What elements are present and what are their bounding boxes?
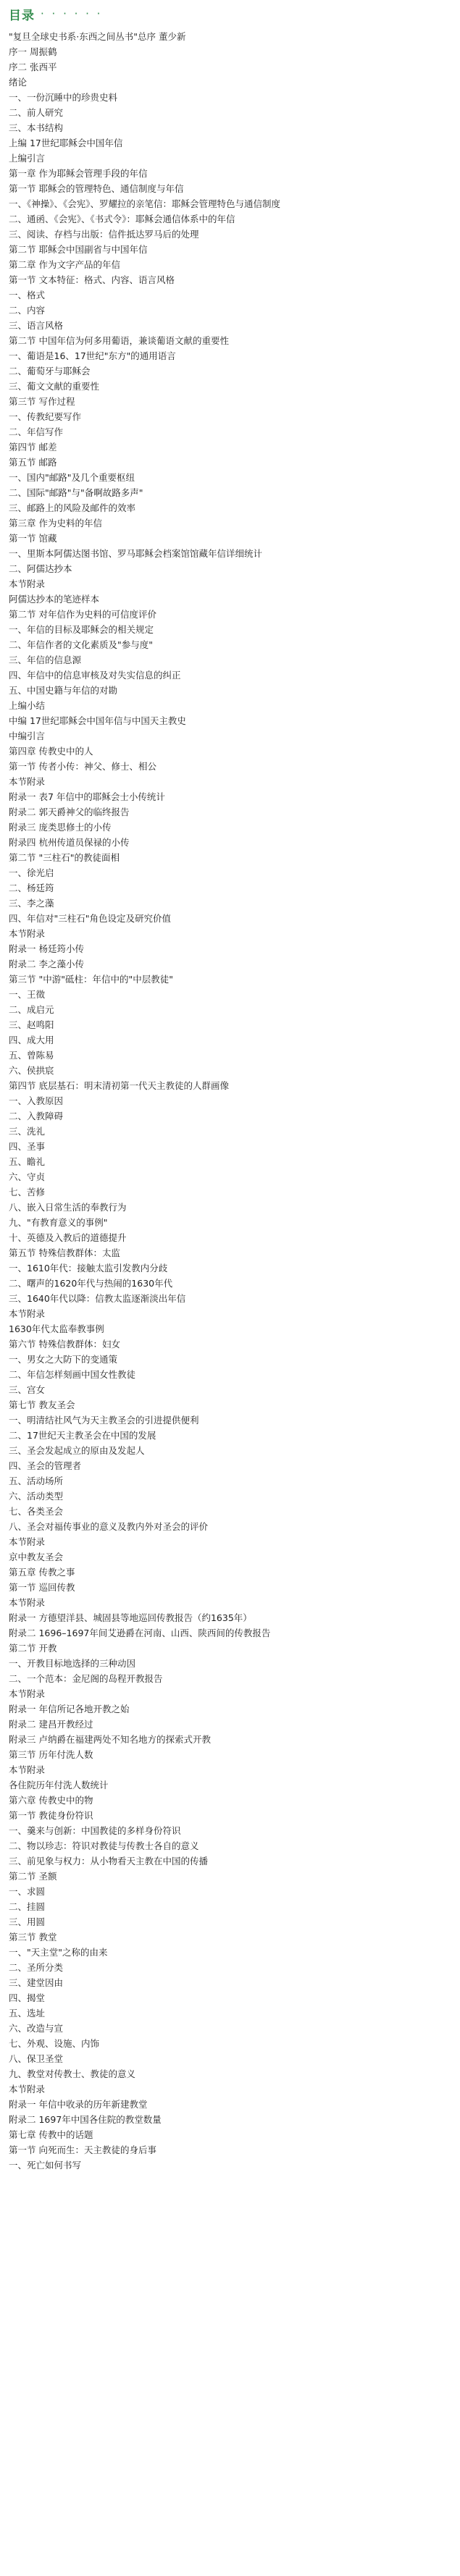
toc-entry[interactable]: 本节附录 xyxy=(9,1764,46,1775)
toc-entry[interactable]: 五、中国史籍与年信的对勘 xyxy=(9,685,118,696)
toc-entry[interactable]: 四、揭堂 xyxy=(9,1992,46,2003)
toc-entry[interactable]: 第六节 特殊信教群体：妇女 xyxy=(9,1339,120,1350)
toc-entry[interactable]: 第二节 耶稣会中国副省与中国年信 xyxy=(9,244,148,255)
toc-entry[interactable]: 绪论 xyxy=(9,77,28,88)
toc-entry[interactable]: 一、《神操》、《会宪》、罗耀拉的亲笔信：耶稣会管理特色与通信制度 xyxy=(9,198,281,209)
toc-entry[interactable]: 二、成启元 xyxy=(9,1004,54,1015)
toc-entry[interactable]: 附录三 卢纳爵在福建两处不知名地方的探索式开教 xyxy=(9,1734,211,1745)
toc-entry[interactable]: 第三节 教堂 xyxy=(9,1932,57,1942)
toc-entry[interactable]: 三、宫女 xyxy=(9,1384,46,1395)
toc-entry[interactable]: 第五节 特殊信教群体：太监 xyxy=(9,1247,120,1258)
toc-entry[interactable]: 中编引言 xyxy=(9,731,46,741)
toc-entry[interactable]: 第五章 传教之事 xyxy=(9,1567,75,1578)
toc-entry[interactable]: 六、活动类型 xyxy=(9,1491,64,1502)
toc-entry[interactable]: 第五节 邮路 xyxy=(9,457,57,468)
toc-entry[interactable]: 上编小结 xyxy=(9,700,46,711)
toc-entry[interactable]: 三、建堂因由 xyxy=(9,1977,64,1988)
toc-entry[interactable]: 二、17世纪天主教圣会在中国的发展 xyxy=(9,1430,156,1441)
toc-entry[interactable]: 三、洗礼 xyxy=(9,1126,46,1137)
toc-entry[interactable]: 八、嵌入日常生活的奉教行为 xyxy=(9,1202,127,1213)
toc-entry[interactable]: 六、侯拱宸 xyxy=(9,1065,54,1076)
toc-entry[interactable]: 二、挂圆 xyxy=(9,1901,46,1912)
toc-entry[interactable]: 附录二 1696–1697年间艾逊爵在河南、山西、陕西间的传教报告 xyxy=(9,1628,271,1638)
toc-entry[interactable]: 五、活动场所 xyxy=(9,1476,64,1486)
toc-entry[interactable]: 一、格式 xyxy=(9,290,46,300)
toc-entry[interactable]: 本节附录 xyxy=(9,2084,46,2095)
toc-entry[interactable]: 附录二 李之藻小传 xyxy=(9,959,84,969)
toc-entry[interactable]: 九、教堂对传教士、教徒的意义 xyxy=(9,2068,136,2079)
toc-entry[interactable]: 一、里斯本阿儒达图书馆、罗马耶稣会档案馆馆藏年信详细统计 xyxy=(9,548,263,559)
toc-entry[interactable]: 一、王徵 xyxy=(9,989,46,1000)
toc-title: 目录 xyxy=(9,8,35,23)
toc-entry[interactable]: 二、葡萄牙与耶稣会 xyxy=(9,366,91,376)
toc-entry[interactable]: 第二节 圣额 xyxy=(9,1871,57,1882)
toc-entry[interactable]: 第一节 教徒身份符识 xyxy=(9,1810,93,1821)
toc-entry[interactable]: 第四节 底层基石：明末清初第一代天主教徒的人群画像 xyxy=(9,1080,229,1091)
toc-entry[interactable]: 五、选址 xyxy=(9,2008,46,2019)
toc-entry[interactable]: 三、用圆 xyxy=(9,1916,46,1927)
toc-entry[interactable]: 第二节 开教 xyxy=(9,1643,57,1654)
toc-entry[interactable]: 本节附录 xyxy=(9,1308,46,1319)
toc-entry[interactable]: 上编 17世纪耶稣会中国年信 xyxy=(9,138,123,148)
toc-entry[interactable]: 三、邮路上的风险及邮件的效率 xyxy=(9,502,136,513)
toc-entry[interactable]: 二、杨廷筠 xyxy=(9,883,54,893)
toc-entry[interactable]: 第一章 作为耶稣会管理手段的年信 xyxy=(9,168,148,179)
toc-entry[interactable]: 一、国内"邮路"及几个重要枢纽 xyxy=(9,472,135,483)
toc-entry[interactable]: 三、阅读、存档与出版：信件抵达罗马后的处理 xyxy=(9,229,199,240)
toc-entry[interactable]: 二、国际"邮路"与"备啊故路多声" xyxy=(9,487,143,498)
toc-entry[interactable]: 七、苦修 xyxy=(9,1187,46,1197)
toc-entry[interactable]: 第一节 传者小传：神父、修士、相公 xyxy=(9,761,156,772)
toc-entry[interactable]: 一、一份沉睡中的珍贵史料 xyxy=(9,92,118,103)
toc-entry[interactable]: 四、圣会的管理者 xyxy=(9,1460,82,1471)
toc-entry[interactable]: 一、1610年代：接触太监引发教内分歧 xyxy=(9,1263,168,1274)
toc-entry[interactable]: 一、求圆 xyxy=(9,1886,46,1897)
toc-entry[interactable]: 三、年信的信息源 xyxy=(9,654,82,665)
toc-list xyxy=(9,29,453,2173)
toc-entry[interactable]: 三、语言风格 xyxy=(9,320,64,331)
toc-entry[interactable]: 三、葡文文献的重要性 xyxy=(9,381,100,392)
toc-entry[interactable]: 四、圣事 xyxy=(9,1141,46,1152)
toc-entry[interactable]: 一、死亡如何书写 xyxy=(9,2160,82,2171)
toc-entry[interactable]: 阿儒达抄本的笔迹样本 xyxy=(9,594,100,605)
toc-entry[interactable]: 各住院历年付洗人数统计 xyxy=(9,1780,109,1790)
toc-entry[interactable]: 上编引言 xyxy=(9,153,46,164)
toc-entry[interactable]: 第三章 作为史料的年信 xyxy=(9,518,102,529)
toc-entry[interactable]: 第四章 传教史中的人 xyxy=(9,746,93,757)
toc-entry[interactable]: 1630年代太监奉教事例 xyxy=(9,1323,104,1334)
toc-entry[interactable]: 一、羹来与创新：中国教徒的多样身份符识 xyxy=(9,1825,181,1836)
toc-entry[interactable]: 第三节 历年付洗人数 xyxy=(9,1749,93,1760)
toc-entry[interactable]: 一、徐光启 xyxy=(9,867,54,878)
toc-entry[interactable]: 二、内容 xyxy=(9,305,46,316)
toc-entry[interactable]: 附录一 年信所记各地开教之始 xyxy=(9,1704,130,1714)
toc-entry[interactable]: 一、传教纪要写作 xyxy=(9,411,82,422)
toc-title-dots: · · · · · · xyxy=(41,7,103,20)
toc-entry[interactable]: 第二节 "三柱石"的教徒面相 xyxy=(9,852,120,863)
toc-entry[interactable]: 第三节 写作过程 xyxy=(9,396,75,407)
toc-entry[interactable]: 附录一 方德望洋县、城固县等地巡回传教报告（约1635年） xyxy=(9,1612,252,1623)
toc-entry[interactable]: 一、葡语是16、17世纪"东方"的通用语言 xyxy=(9,350,176,361)
toc-entry[interactable]: 附录二 建昌开教经过 xyxy=(9,1719,93,1730)
toc-entry[interactable]: 第七章 传教中的话题 xyxy=(9,2129,93,2140)
toc-entry[interactable]: 二、年信怎样刻画中国女性教徒 xyxy=(9,1369,136,1380)
toc-entry[interactable]: 附录二 1697年中国各住院的教堂数量 xyxy=(9,2114,162,2125)
toc-entry[interactable]: 中编 17世纪耶稣会中国年信与中国天主教史 xyxy=(9,715,186,726)
toc-entry[interactable]: 本节附录 xyxy=(9,776,46,787)
toc-entry[interactable]: 二、入教障碍 xyxy=(9,1111,64,1121)
toc-entry[interactable]: 本节附录 xyxy=(9,1597,46,1608)
toc-entry[interactable]: 本节附录 xyxy=(9,928,46,939)
toc-entry[interactable]: 八、保卫圣堂 xyxy=(9,2053,64,2064)
toc-entry[interactable]: 附录一 杨廷筠小传 xyxy=(9,943,84,954)
toc-entry[interactable]: 附录一 年信中收录的历年新建教堂 xyxy=(9,2099,148,2110)
toc-entry[interactable]: 第一节 向死而生：天主教徒的身后事 xyxy=(9,2144,156,2155)
toc-entry[interactable]: 二、一个范本：金尼阁的岛程开教报告 xyxy=(9,1673,163,1684)
toc-entry[interactable]: 第一节 巡回传教 xyxy=(9,1582,75,1593)
toc-entry[interactable]: 第一节 文本特征：格式、内容、语言风格 xyxy=(9,274,175,285)
toc-entry[interactable]: 京中教友圣会 xyxy=(9,1552,64,1562)
toc-entry[interactable]: 四、年信对"三柱石"角色设定及研究价值 xyxy=(9,913,171,924)
toc-entry[interactable]: 四、成大用 xyxy=(9,1035,54,1045)
toc-entry[interactable]: 序二 张西平 xyxy=(9,62,57,72)
toc-entry[interactable]: 二、年信写作 xyxy=(9,426,64,437)
toc-entry[interactable]: 三、圣会发起成立的原由及发起人 xyxy=(9,1445,145,1456)
toc-entry[interactable]: 一、入教原因 xyxy=(9,1095,64,1106)
toc-entry[interactable]: 三、本书结构 xyxy=(9,122,64,133)
toc-entry[interactable]: 附录二 郭天爵神父的临终报告 xyxy=(9,807,130,817)
toc-entry[interactable]: 三、1640年代以降：信教太监逐渐淡出年信 xyxy=(9,1293,186,1304)
toc-entry[interactable]: 十、英德及入教后的道德提升 xyxy=(9,1232,127,1243)
toc-entry[interactable]: 六、守贞 xyxy=(9,1171,46,1182)
toc-entry[interactable]: 一、明清结社风气为天主教圣会的引进提供便利 xyxy=(9,1415,199,1426)
toc-entry[interactable]: 本节附录 xyxy=(9,578,46,589)
toc-entry[interactable]: 六、改造与宣 xyxy=(9,2023,64,2034)
toc-entry[interactable]: 二、物以珍志：符识对教徒与传教士各自的意义 xyxy=(9,1840,199,1851)
toc-entry[interactable]: 二、年信作者的文化素质及"参与度" xyxy=(9,639,153,650)
toc-entry[interactable]: 二、圣所分类 xyxy=(9,1962,64,1973)
toc-entry[interactable]: 五、曾陈易 xyxy=(9,1050,54,1061)
toc-entry[interactable]: 附录三 庞类思修士的小传 xyxy=(9,822,112,833)
toc-entry[interactable]: 一、开教目标地选择的三种动因 xyxy=(9,1658,136,1669)
toc-entry[interactable]: 第二节 中国年信为何多用葡语，兼谈葡语文献的重要性 xyxy=(9,335,229,346)
toc-entry[interactable]: 第四节 邮差 xyxy=(9,442,57,453)
toc-entry[interactable]: 七、外观、设施、内饰 xyxy=(9,2038,100,2049)
toc-entry[interactable]: 二、阿儒达抄本 xyxy=(9,563,72,574)
toc-entry[interactable]: 九、"有教育意义的事例" xyxy=(9,1217,108,1228)
toc-entry[interactable]: 第三节 "中游"砥柱：年信中的"中层教徒" xyxy=(9,974,173,985)
toc-entry[interactable]: 五、瞻礼 xyxy=(9,1156,46,1167)
toc-entry[interactable]: 二、曙声的1620年代与热闹的1630年代 xyxy=(9,1278,173,1289)
toc-entry[interactable]: 三、李之藻 xyxy=(9,898,54,909)
toc-entry[interactable]: 第一节 馆藏 xyxy=(9,533,57,544)
toc-entry[interactable]: 二、通函、《会宪》、《书式令》：耶稣会通信体系中的年信 xyxy=(9,214,235,224)
toc-entry[interactable]: 第六章 传教史中的物 xyxy=(9,1795,93,1806)
toc-entry[interactable]: 附录一 表7 年信中的耶稣会士小传统计 xyxy=(9,791,165,802)
toc-entry[interactable]: 一、"天主堂"之称的由来 xyxy=(9,1947,108,1958)
toc-entry[interactable]: 三、赵鸣阳 xyxy=(9,1019,54,1030)
toc-entry[interactable]: 四、年信中的信息审核及对失实信息的纠正 xyxy=(9,670,181,681)
toc-header xyxy=(9,4,453,23)
toc-entry[interactable]: 一、年信的目标及耶稣会的相关规定 xyxy=(9,624,154,635)
toc-entry[interactable]: 第二节 对年信作为史料的可信度评价 xyxy=(9,609,156,620)
toc-entry[interactable]: 二、前人研究 xyxy=(9,107,64,118)
toc-entry[interactable]: 附录四 杭州传道员保禄的小传 xyxy=(9,837,130,848)
toc-entry[interactable]: 三、前见象与权力：从小物看天主教在中国的传播 xyxy=(9,1856,209,1866)
toc-entry[interactable]: 序一 周振鹤 xyxy=(9,46,57,57)
toc-entry[interactable]: 第七节 教友圣会 xyxy=(9,1399,75,1410)
toc-entry[interactable]: 七、各类圣会 xyxy=(9,1506,64,1517)
toc-entry[interactable]: 一、男女之大防下的变通策 xyxy=(9,1354,118,1365)
toc-entry[interactable]: 本节附录 xyxy=(9,1536,46,1547)
toc-entry[interactable]: 本节附录 xyxy=(9,1688,46,1699)
toc-entry[interactable]: 第一节 耶稣会的管理特色、通信制度与年信 xyxy=(9,183,184,194)
toc-entry[interactable]: 第二章 作为文字产品的年信 xyxy=(9,259,120,270)
toc-entry[interactable]: 八、圣会对福传事业的意义及教内外对圣会的评价 xyxy=(9,1521,209,1532)
toc-entry[interactable]: "复旦全球史书系·东西之间丛书"总序 董少新 xyxy=(9,31,186,42)
